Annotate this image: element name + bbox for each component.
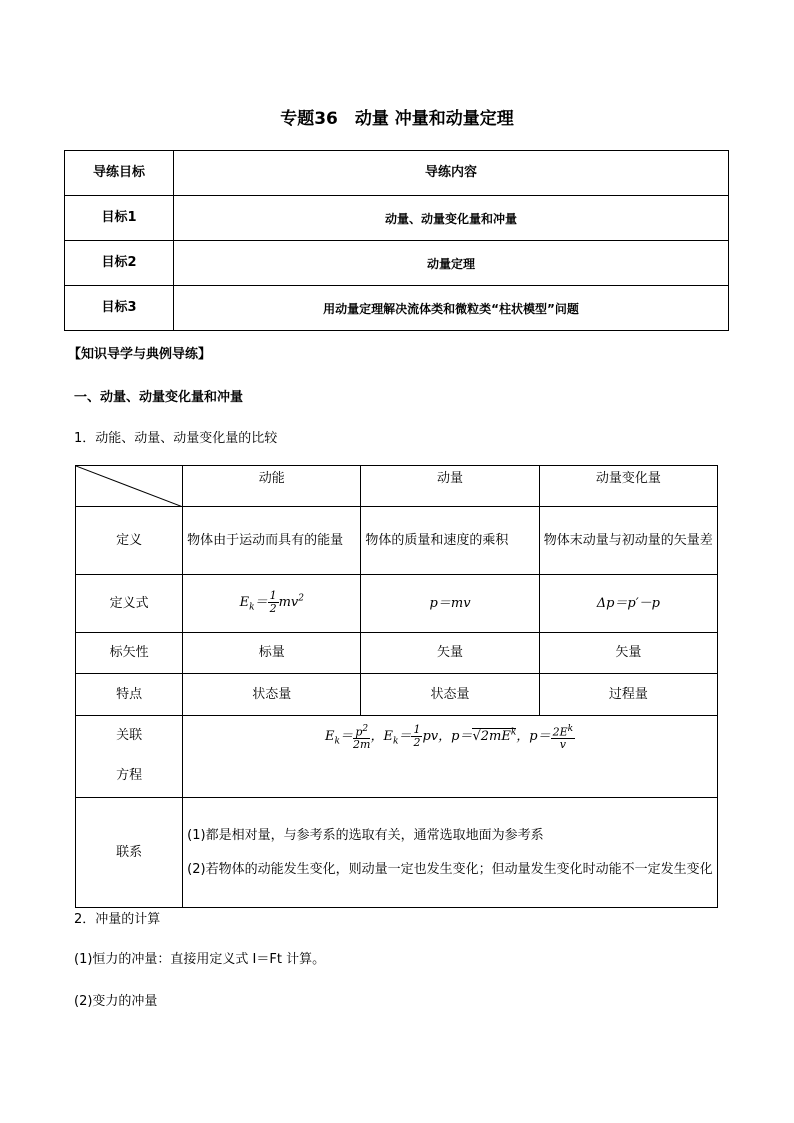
table-row [76,633,718,674]
goal-label: 目标2 [65,241,174,286]
row-label: 联系 [76,798,183,908]
goals-header-goal: 导练目标 [65,151,174,196]
table-row [65,151,729,196]
impulse-item-1: (1)恒力的冲量：直接用定义式 I＝Ft 计算。 [74,952,326,967]
table-row [65,196,729,241]
diagonal-line [76,466,183,507]
column-header: 动能 [183,466,361,507]
definition-cell: 物体由于运动而具有的能量 [183,507,361,575]
diagonal-header-cell [76,466,183,507]
relation-label-line1: 关联 [116,728,143,743]
goals-header-content: 导练内容 [174,151,729,196]
column-header: 动量 [361,466,539,507]
vector-cell: 标量 [183,633,361,674]
table-row [65,241,729,286]
table-row [76,798,718,908]
row-label: 定义 [76,507,183,575]
row-label: 标矢性 [76,633,183,674]
part1-heading: 一、动量、动量变化量和冲量 [74,390,244,405]
page-title: 专题36 动量 冲量和动量定理 [280,109,514,129]
table-row [76,674,718,716]
formula-p-cell [361,575,539,633]
table-row [76,466,718,507]
table-row [76,716,718,798]
goals-table [64,150,729,331]
formula-p: p＝mv [429,595,471,611]
column-header: 动量变化量 [539,466,717,507]
point1-heading: 1．动能、动量、动量变化量的比较 [74,431,278,446]
vector-cell: 矢量 [539,633,717,674]
formula-dp: Δp＝p′－p [596,595,660,611]
row-label-relation [76,716,183,798]
impulse-item-2: (2)变力的冲量 [74,994,158,1009]
goal-content: 动量、动量变化量和冲量 [174,196,729,241]
compare-table [75,465,718,908]
goal-content: 动量定理 [174,241,729,286]
feature-cell: 状态量 [183,674,361,716]
formula-ek-cell [183,575,361,633]
feature-cell: 过程量 [539,674,717,716]
row-label: 定义式 [76,575,183,633]
table-row [65,286,729,331]
formula-ek: $E_k=$ $\frac{1}{2}$ $mv^2$ [239,589,304,616]
definition-cell: 物体的质量和速度的乘积 [361,507,539,575]
formula-dp-cell [539,575,717,633]
point2-heading: 2．冲量的计算 [74,912,161,927]
feature-cell: 状态量 [361,674,539,716]
table-row [76,507,718,575]
section-heading: 【知识导学与典例导练】 [68,347,212,362]
link-cell [183,798,718,908]
table-row [76,575,718,633]
definition-cell: 物体末动量与初动量的矢量差 [539,507,717,575]
goal-content: 用动量定理解决流体类和微粒类“柱状模型”问题 [174,286,729,331]
link-item: (1)都是相对量，与参考系的选取有关，通常选取地面为参考系 [187,827,544,843]
relation-equations [183,716,718,798]
vector-cell: 矢量 [361,633,539,674]
goal-label: 目标3 [65,286,174,331]
relation-label-line2: 方程 [116,768,143,783]
goal-label: 目标1 [65,196,174,241]
relation-formulas: $E_k=$ $\frac{p^2}{2m}$ ，$E_k=$ $\frac{1}{2}$ pv，$p=√2mE^k$，p＝ $\frac{2E^k}{v}$ [325,723,574,752]
row-label: 特点 [76,674,183,716]
link-item: (2)若物体的动能发生变化，则动量一定也发生变化；但动量发生变化时动能不一定发生变化 [187,861,713,877]
